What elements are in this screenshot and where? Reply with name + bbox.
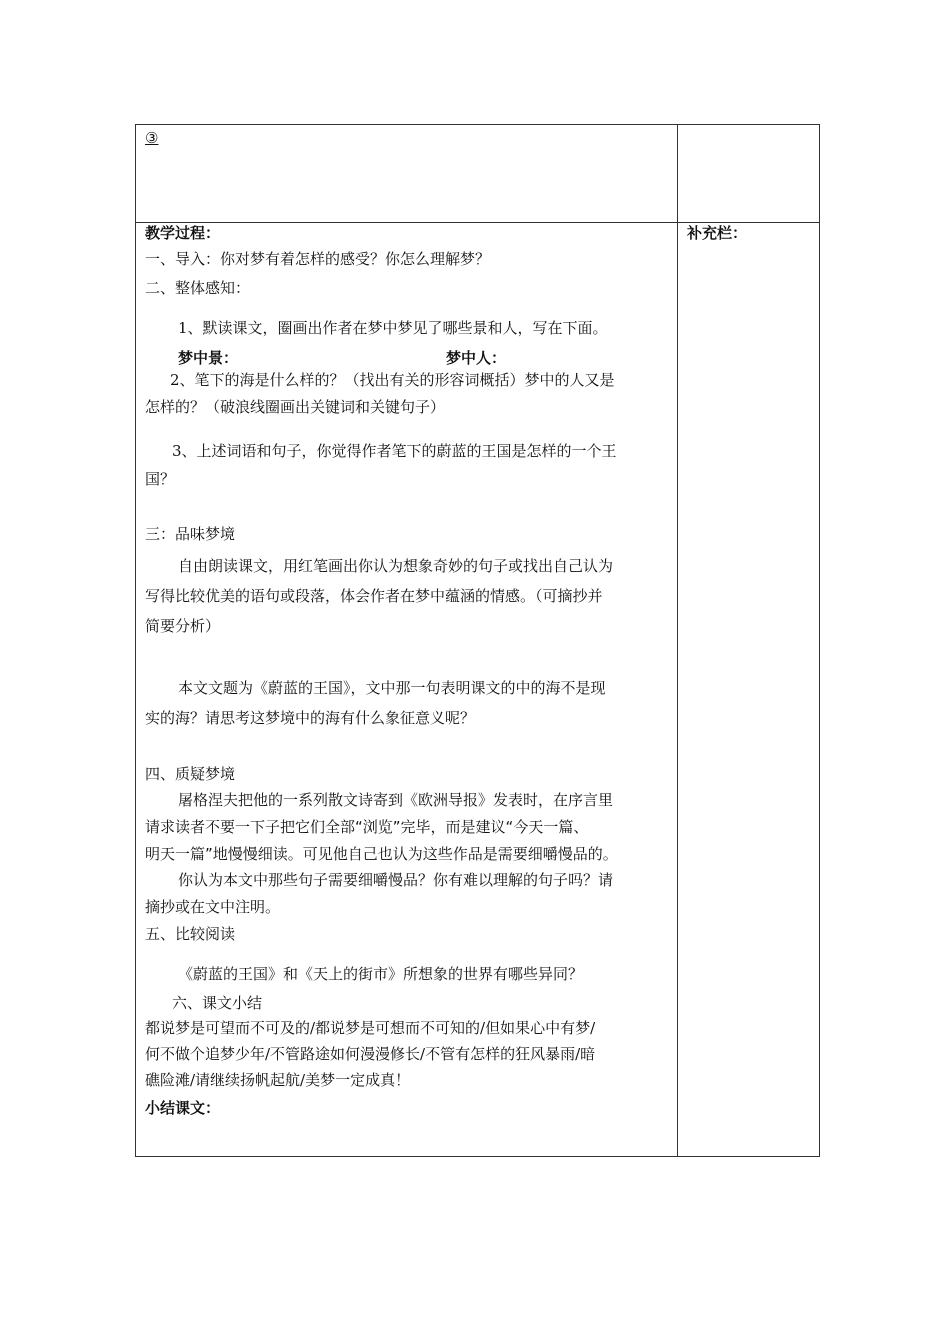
question-1: 1、默读课文，圈画出作者在梦中梦见了哪些景和人，写在下面。: [178, 319, 608, 337]
column-divider: [677, 125, 678, 1156]
section-5-question: 《蔚蓝的王国》和《天上的街市》所想象的世界有哪些异同？: [178, 965, 584, 983]
top-cell-marker: ③: [145, 129, 159, 147]
question-2-line-1: 2、笔下的海是什么样的？（找出有关的形容词概括）梦中的人又是: [170, 371, 615, 389]
question-3-line-2: 国？: [145, 470, 176, 488]
section-3-para-2-line-1: 本文文题为《蔚蓝的王国》，文中那一句表明课文的中的海不是现: [178, 679, 606, 697]
question-2-line-2: 怎样的？（破浪线圈画出关键词和关键句子）: [145, 398, 446, 416]
section-3-title: 三：品味梦境: [145, 525, 236, 543]
section-4-title: 四、质疑梦境: [145, 765, 236, 783]
section-4-para-2-line-2: 摘抄或在文中注明。: [145, 898, 281, 916]
section-6-line-2: 何不做个追梦少年/不管路途如何漫漫修长/不管有怎样的狂风暴雨/暗: [145, 1045, 596, 1063]
teaching-process-heading: 教学过程：: [145, 224, 221, 242]
section-6-title: 六、课文小结: [172, 994, 263, 1012]
section-4-para-2-line-1: 你认为本文中那些句子需要细嚼慢品？你有难以理解的句子吗？请: [178, 871, 614, 889]
section-4-para-1-line-3: 明天一篇”地慢慢细读。可见他自己也认为这些作品是需要细嚼慢品的。: [145, 845, 618, 863]
section-3-para-2-line-2: 实的海？请思考这梦境中的海有什么象征意义呢？: [145, 709, 476, 727]
dream-people-label: 梦中人：: [446, 349, 507, 367]
section-3-para-1-line-2: 写得比较优美的语句或段落，体会作者在梦中蕴涵的情感。（可摘抄并: [145, 587, 603, 605]
section-6-line-3: 礁险滩/请继续扬帆起航/美梦一定成真！: [145, 1071, 411, 1089]
supplement-column-label: 补充栏：: [687, 224, 748, 242]
section-3-para-1-line-1: 自由朗读课文，用红笔画出你认为想象奇妙的句子或找出自己认为: [178, 557, 614, 575]
section-6-line-1: 都说梦是可望而不可及的/都说梦是可想而不可知的/但如果心中有梦/: [145, 1019, 596, 1037]
section-1-intro: 一、导入：你对梦有着怎样的感受？你怎么理解梦？: [145, 250, 491, 268]
section-3-para-1-line-3: 简要分析）: [145, 617, 221, 635]
section-5-title: 五、比较阅读: [145, 925, 236, 943]
question-3-line-1: 3、上述词语和句子，你觉得作者笔下的蔚蓝的王国是怎样的一个王: [172, 442, 617, 460]
dream-scene-label: 梦中景：: [178, 349, 239, 367]
lesson-plan-table: [135, 124, 820, 1157]
section-4-para-1-line-1: 屠格涅夫把他的一系列散文诗寄到《欧洲导报》发表时，在序言里: [178, 791, 614, 809]
section-4-para-1-line-2: 请求读者不要一下子把它们全部“浏览”完毕，而是建议“今天一篇、: [145, 818, 589, 836]
section-2-title: 二、整体感知：: [145, 279, 251, 297]
lesson-summary-label: 小结课文：: [145, 1099, 221, 1117]
